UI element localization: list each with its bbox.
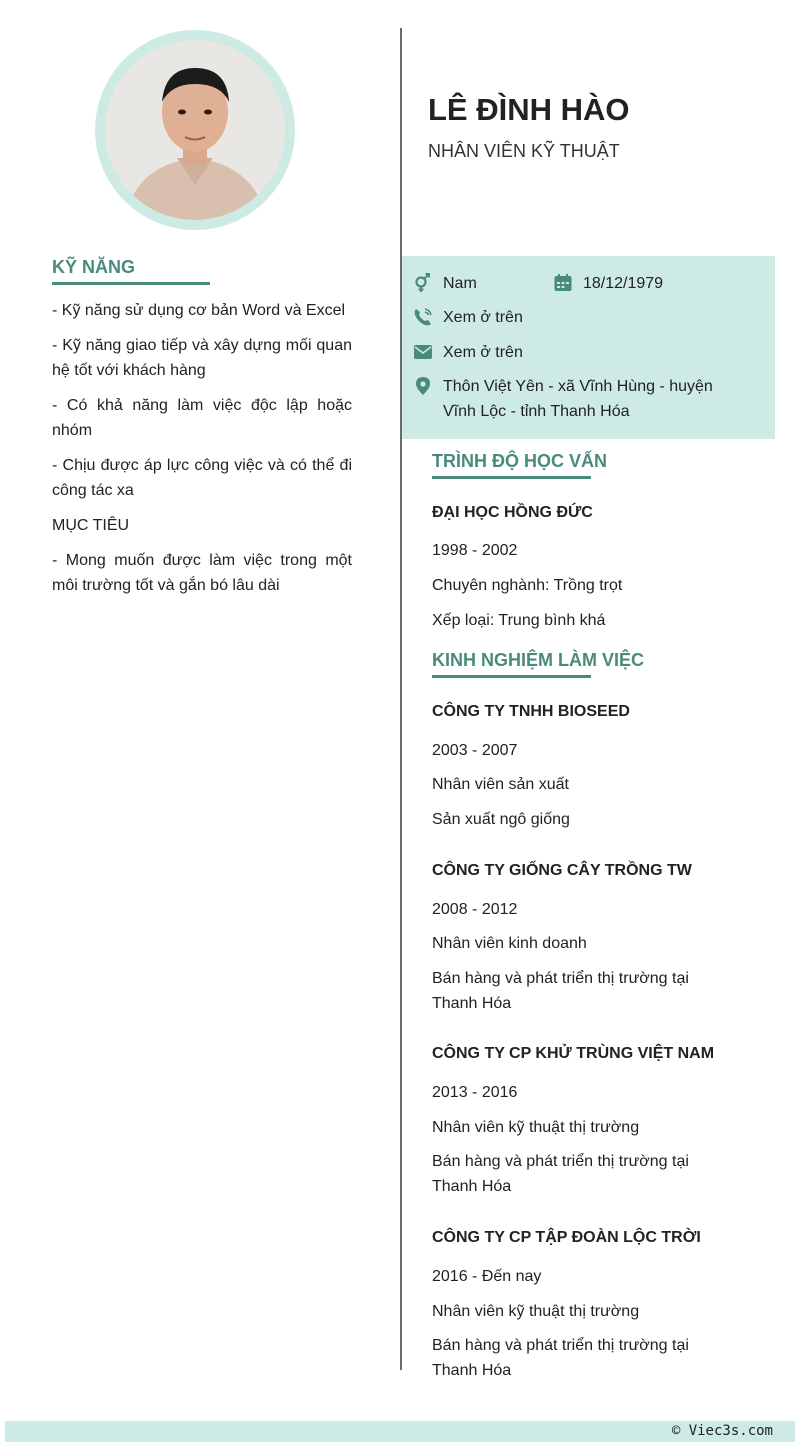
job-description: Bán hàng và phát triển thị trường tại Thanh Hóa	[432, 970, 689, 1012]
gender-value: Nam	[443, 275, 477, 292]
birthday-row	[553, 271, 663, 296]
address-line-1: Thôn Việt Yên - xã Vĩnh Hùng - huyện	[443, 378, 713, 395]
contact-panel	[402, 256, 775, 439]
job-description: Sản xuất ngô giống	[432, 811, 570, 828]
education-title: TRÌNH ĐỘ HỌC VẤN	[432, 451, 607, 471]
job-company: CÔNG TY CP TẬP ĐOÀN LỘC TRỜI	[432, 1229, 701, 1246]
avatar-frame	[95, 30, 295, 230]
job-company: CÔNG TY TNHH BIOSEED	[432, 703, 630, 720]
job-period: 2013 - 2016	[432, 1084, 518, 1101]
job-company: CÔNG TY CP KHỬ TRÙNG VIỆT NAM	[432, 1045, 715, 1062]
education-grade: Xếp loại: Trung bình khá	[432, 612, 606, 629]
goal-text: - Mong muốn được làm việc trong một môi trường tốt và gắn bó lâu dài	[52, 552, 352, 594]
job-entry	[432, 1229, 732, 1379]
phone-icon	[413, 307, 433, 327]
avatar-photo	[105, 40, 285, 220]
birthday-value: 18/12/1979	[583, 275, 664, 292]
email-icon	[413, 342, 433, 362]
job-title: NHÂN VIÊN KỸ THUẬT	[428, 141, 620, 161]
skills-section	[52, 257, 352, 598]
email-row	[413, 340, 523, 365]
column-divider	[400, 28, 402, 1370]
education-major: Chuyên nghành: Trồng trọt	[432, 577, 623, 594]
job-entry	[432, 1045, 732, 1195]
skills-list	[52, 298, 352, 598]
skills-title-rule	[52, 282, 210, 285]
job-period: 2016 - Đến nay	[432, 1268, 542, 1285]
job-company: CÔNG TY GIỐNG CÂY TRỒNG TW	[432, 862, 692, 879]
avatar	[105, 40, 285, 220]
candidate-name: LÊ ĐÌNH HÀO	[428, 92, 630, 127]
left-column	[52, 257, 352, 608]
job-period: 2003 - 2007	[432, 742, 518, 759]
experience-title: KINH NGHIỆM LÀM VIỆC	[432, 650, 645, 670]
education-period: 1998 - 2002	[432, 542, 518, 559]
job-entry	[432, 703, 732, 828]
location-icon	[413, 376, 433, 396]
gender-row	[413, 271, 477, 296]
footer-bar	[5, 1421, 795, 1442]
address-line-2: Vĩnh Lộc - tỉnh Thanh Hóa	[443, 403, 630, 420]
goal-title: MỤC TIÊU	[52, 517, 130, 534]
email-value: Xem ở trên	[443, 344, 523, 361]
gender-icon	[413, 273, 433, 293]
school-name: ĐẠI HỌC HỒNG ĐỨC	[432, 504, 593, 521]
address-row	[413, 374, 713, 424]
experience-title-rule	[432, 675, 591, 678]
calendar-icon	[553, 273, 573, 293]
experience-section	[432, 650, 732, 678]
job-role: Nhân viên sản xuất	[432, 776, 569, 793]
job-role: Nhân viên kinh doanh	[432, 935, 587, 952]
job-role: Nhân viên kỹ thuật thị trường	[432, 1303, 640, 1320]
skill-item: - Chịu được áp lực công việc và có thể đi công tác xa	[52, 457, 352, 499]
job-description: Bán hàng và phát triển thị trường tại Thanh Hóa	[432, 1153, 689, 1195]
skill-item: - Có khả năng làm việc độc lập hoặc nhóm	[52, 397, 352, 439]
skill-item: - Kỹ năng sử dụng cơ bản Word và Excel	[52, 302, 346, 319]
education-section	[432, 451, 732, 629]
phone-row	[413, 305, 523, 330]
education-title-rule	[432, 476, 591, 479]
address-value	[443, 374, 713, 424]
job-role: Nhân viên kỹ thuật thị trường	[432, 1119, 640, 1136]
skill-item: - Kỹ năng giao tiếp và xây dựng mối quan hệ tốt với khách hàng	[52, 337, 352, 379]
phone-value: Xem ở trên	[443, 309, 523, 326]
skills-title: KỸ NĂNG	[52, 257, 136, 277]
footer-credit: © Viec3s.com	[671, 1423, 773, 1439]
job-period: 2008 - 2012	[432, 901, 518, 918]
job-entry	[432, 862, 732, 1012]
job-description: Bán hàng và phát triển thị trường tại Thanh Hóa	[432, 1337, 689, 1379]
